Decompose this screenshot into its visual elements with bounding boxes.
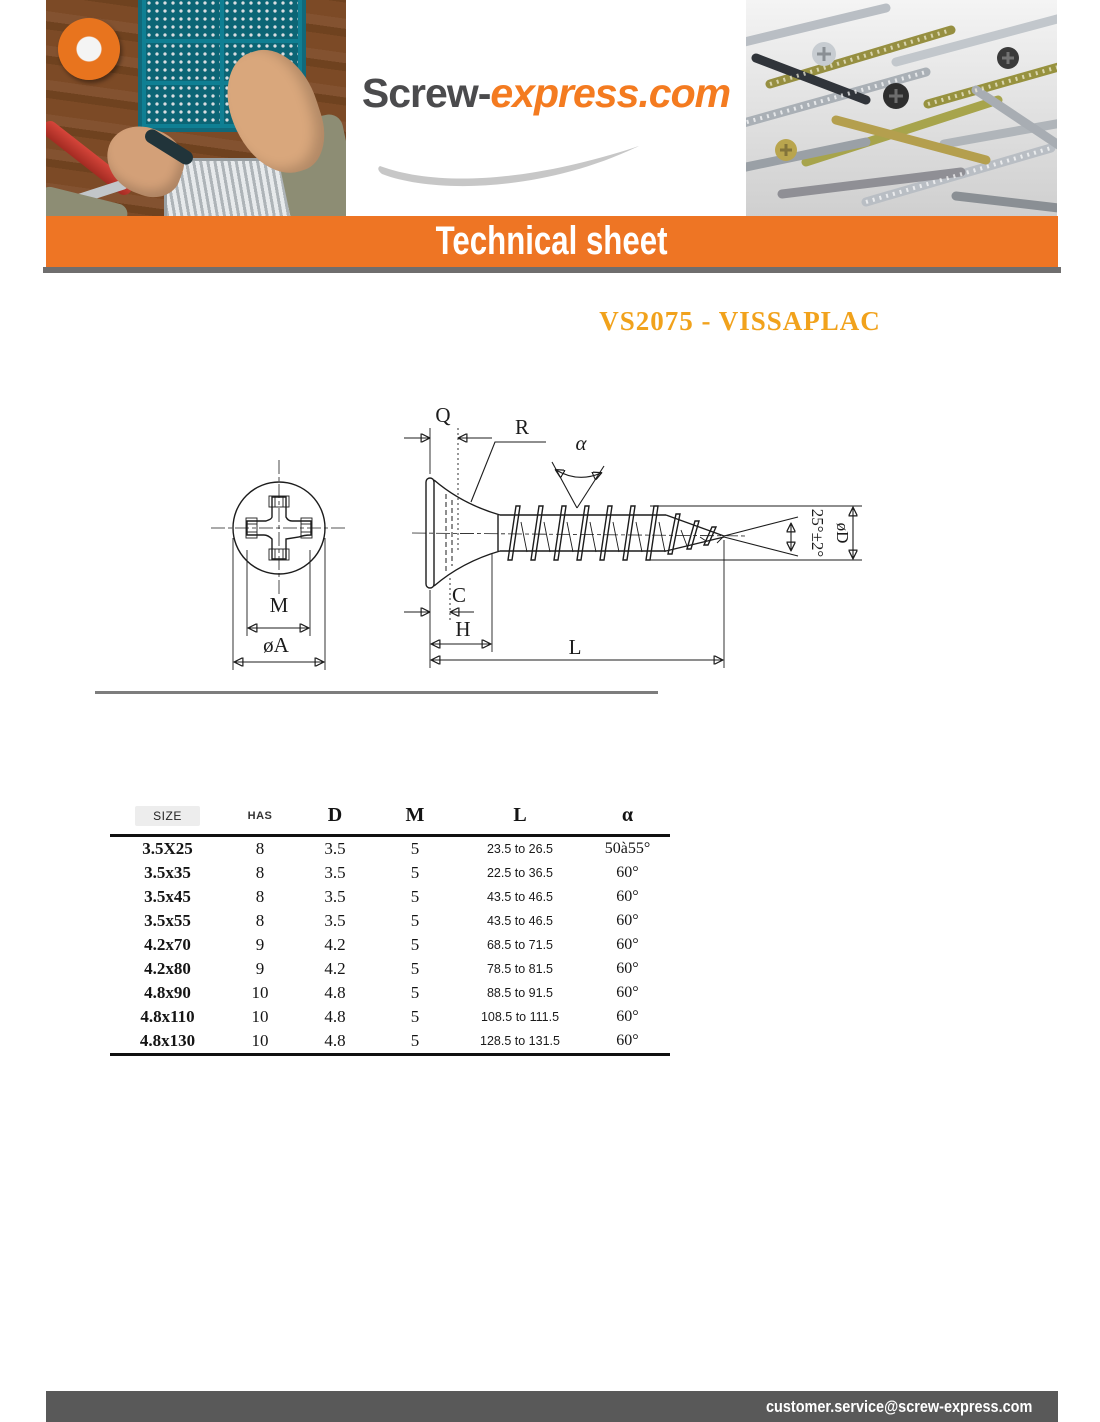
table-row bbox=[110, 1005, 670, 1029]
table-row bbox=[110, 1029, 670, 1055]
table-cell: 43.5 to 46.5 bbox=[486, 913, 554, 928]
table-cell: 60° bbox=[616, 935, 639, 953]
logo-text bbox=[346, 70, 746, 117]
column-header-1: HAS bbox=[225, 800, 295, 836]
technical-sheet-banner bbox=[46, 216, 1058, 267]
table-cell: 22.5 to 36.5 bbox=[486, 865, 554, 880]
table-cell: 10 bbox=[251, 982, 269, 1002]
table-cell: 43.5 to 46.5 bbox=[486, 889, 554, 904]
table-cell: 60° bbox=[616, 983, 639, 1001]
column-header-3: M bbox=[375, 800, 455, 836]
section-divider bbox=[95, 691, 658, 694]
screws-photo bbox=[746, 0, 1057, 217]
thread-group bbox=[508, 506, 723, 560]
table-cell: 5 bbox=[410, 862, 420, 882]
table-cell: 4.8x110 bbox=[140, 1006, 195, 1026]
dim-label-q: Q bbox=[435, 403, 451, 427]
table-cell: 4.2x70 bbox=[144, 934, 191, 954]
table-cell: 60° bbox=[616, 959, 639, 977]
product-title: VS2075 - VISSAPLAC bbox=[599, 306, 881, 336]
table-cell: 4.8 bbox=[324, 1006, 346, 1026]
column-header-4: L bbox=[455, 800, 585, 836]
table-row bbox=[110, 861, 670, 885]
table-row bbox=[110, 957, 670, 981]
table-cell: 8 bbox=[255, 910, 265, 930]
table-cell: 10 bbox=[251, 1030, 269, 1050]
screw-technical-drawing bbox=[200, 400, 900, 700]
table-cell: 3.5x45 bbox=[144, 886, 191, 906]
dim-label-tip-angle: 25°±2° bbox=[808, 508, 827, 558]
table-cell: 3.5 bbox=[324, 862, 346, 882]
table-cell: 3.5x55 bbox=[144, 910, 191, 930]
table-cell: 3.5 bbox=[324, 838, 346, 858]
dim-label-r: R bbox=[514, 415, 530, 439]
table-cell: 68.5 to 71.5 bbox=[486, 937, 554, 952]
head-top-view bbox=[211, 460, 347, 670]
tape-measure bbox=[58, 18, 120, 80]
table-cell: 108.5 to 111.5 bbox=[480, 1009, 560, 1024]
table-cell: 9 bbox=[255, 958, 265, 978]
table-cell: 128.5 to 131.5 bbox=[480, 1033, 560, 1048]
table-cell: 88.5 to 91.5 bbox=[486, 985, 554, 1000]
screw-side-view bbox=[404, 403, 862, 668]
table-row bbox=[110, 933, 670, 957]
spec-table bbox=[110, 800, 670, 1056]
table-cell: 4.8x130 bbox=[139, 1030, 196, 1050]
footer-bar bbox=[46, 1391, 1058, 1422]
table-cell: 8 bbox=[255, 862, 265, 882]
table-cell: 5 bbox=[410, 838, 420, 858]
table-cell: 5 bbox=[410, 1030, 420, 1050]
logo bbox=[346, 0, 746, 217]
table-cell: 4.2 bbox=[324, 934, 346, 954]
table-cell: 4.8x90 bbox=[144, 982, 191, 1002]
table-cell: 5 bbox=[410, 910, 420, 930]
table-cell: 5 bbox=[410, 958, 420, 978]
dim-label-alpha: α bbox=[575, 431, 587, 455]
column-header-0: SIZE bbox=[110, 800, 225, 836]
dim-label-l: L bbox=[568, 635, 582, 659]
spec-table-head-row bbox=[110, 800, 670, 836]
logo-swoosh bbox=[374, 128, 714, 188]
table-cell: 5 bbox=[410, 886, 420, 906]
dim-label-h: H bbox=[455, 617, 471, 641]
logo-text-express: express.com bbox=[490, 70, 731, 116]
table-cell: 8 bbox=[255, 838, 265, 858]
table-row bbox=[110, 909, 670, 933]
table-cell: 3.5 bbox=[324, 886, 346, 906]
table-cell: 9 bbox=[255, 934, 265, 954]
table-row bbox=[110, 836, 670, 862]
table-cell: 5 bbox=[410, 1006, 420, 1026]
dim-label-c: C bbox=[451, 583, 467, 607]
table-cell: 5 bbox=[410, 934, 420, 954]
table-cell: 8 bbox=[255, 886, 265, 906]
table-cell: 3.5X25 bbox=[142, 838, 193, 858]
table-cell: 10 bbox=[251, 1006, 269, 1026]
table-cell: 3.5 bbox=[324, 910, 346, 930]
table-cell: 4.8 bbox=[324, 982, 346, 1002]
table-cell: 23.5 to 26.5 bbox=[486, 841, 554, 856]
dim-label-dia-a: øA bbox=[263, 633, 289, 657]
table-cell: 60° bbox=[616, 1007, 639, 1025]
table-cell: 60° bbox=[616, 887, 639, 905]
table-cell: 3.5x35 bbox=[144, 862, 191, 882]
banner-title: Technical sheet bbox=[436, 219, 668, 263]
column-header-5: α bbox=[585, 800, 670, 836]
column-header-2: D bbox=[295, 800, 375, 836]
dim-label-m: M bbox=[269, 593, 289, 617]
table-row bbox=[110, 885, 670, 909]
dim-label-dia-d: øD bbox=[833, 522, 852, 544]
logo-text-screw: Screw- bbox=[361, 70, 491, 116]
table-cell: 78.5 to 81.5 bbox=[486, 961, 554, 976]
table-cell: 4.2 bbox=[324, 958, 346, 978]
table-cell: 60° bbox=[616, 863, 639, 881]
contact-email: customer.service@screw-express.com bbox=[765, 1397, 1032, 1416]
banner-rule bbox=[43, 267, 1061, 273]
table-cell: 50à55° bbox=[604, 839, 651, 857]
table-cell: 60° bbox=[616, 911, 639, 929]
table-row bbox=[110, 981, 670, 1005]
workbench-photo bbox=[46, 0, 346, 217]
table-cell: 5 bbox=[410, 982, 420, 1002]
table-cell: 4.2x80 bbox=[144, 958, 191, 978]
table-cell: 4.8 bbox=[324, 1030, 346, 1050]
table-cell: 60° bbox=[616, 1031, 639, 1049]
spec-table-body bbox=[110, 836, 670, 1055]
